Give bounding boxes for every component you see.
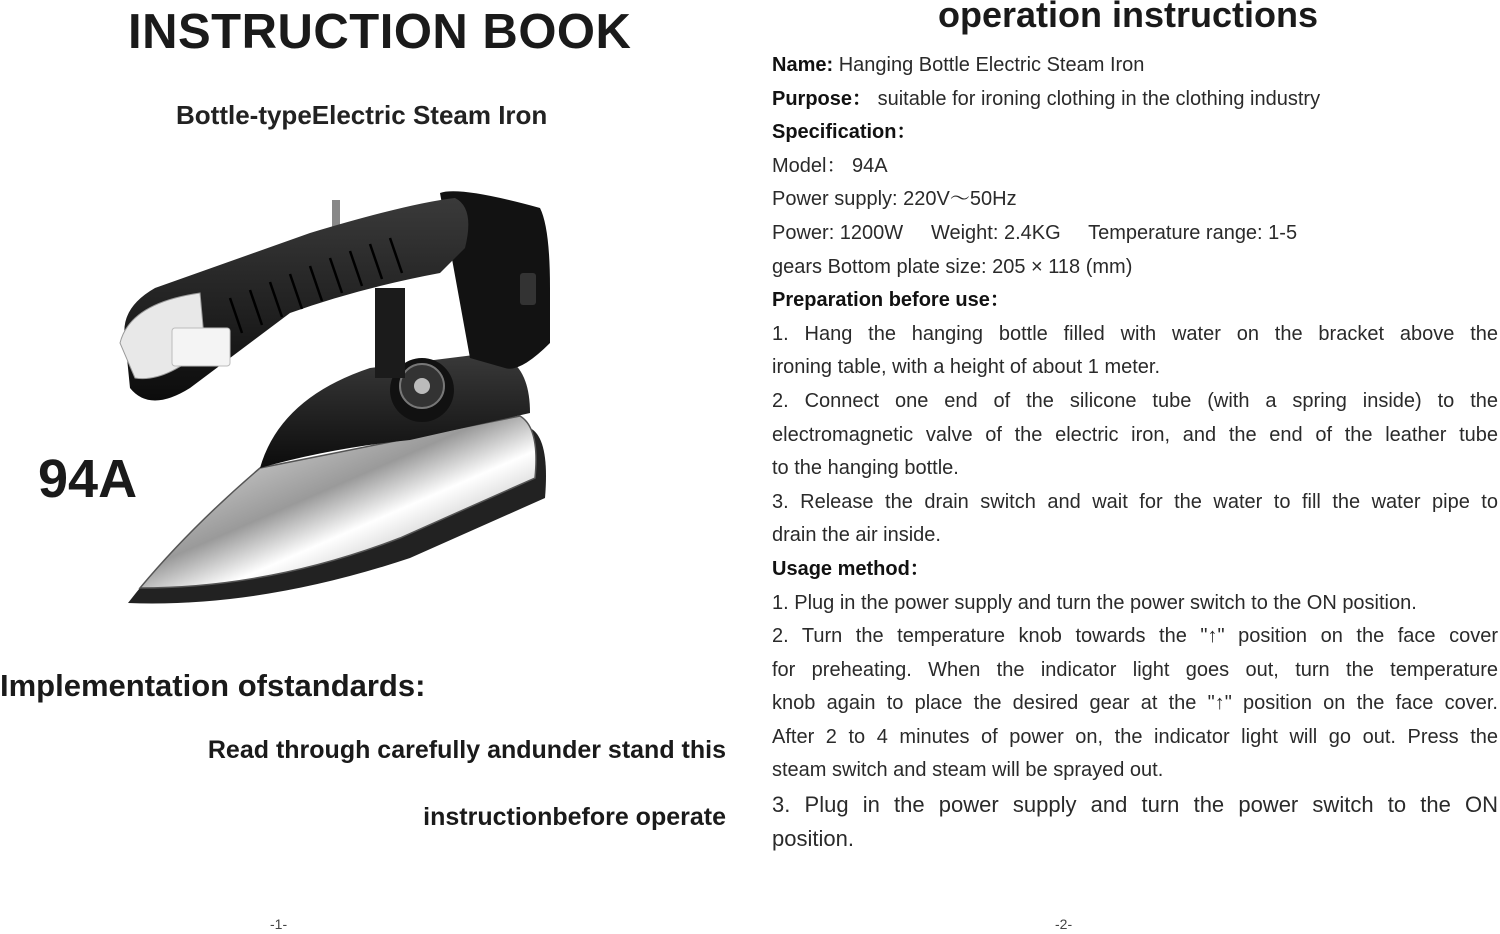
usage-step-2d: After 2 to 4 minutes of power on, the indicator light will go out. Press the	[772, 725, 1498, 748]
page-number-1: -1-	[270, 916, 288, 932]
prep-step-2a: 2. Connect one end of the silicone tube (with a spring inside) to the	[772, 389, 1498, 412]
preparation-label: Preparation before use：	[772, 289, 1010, 312]
gears-plate-line: gears Bottom plate size: 205 × 118 (mm)	[772, 255, 1133, 278]
standards-heading: Implementation ofstandards:	[0, 668, 426, 703]
name-line	[772, 49, 1498, 83]
usage-step-3a: 3. Plug in the power supply and turn the power switch to the ON	[772, 792, 1498, 818]
power-supply-line: Power supply: 220V～50Hz	[772, 188, 1017, 211]
usage-step-1: 1. Plug in the power supply and turn the power switch to the ON position.	[772, 591, 1417, 614]
instructions-body	[772, 49, 1498, 855]
usage-step-2b: for preheating. When the indicator light goes out, turn the temperature	[772, 658, 1498, 681]
model-number: 94A	[38, 449, 138, 509]
power-weight-line: Power: 1200W Weight: 2.4KG Temperature range: 1-5	[772, 221, 1298, 244]
usage-step-2e: steam switch and steam will be sprayed out.	[772, 759, 1164, 782]
operation-instructions-title: operation instructions	[938, 0, 1319, 35]
name-value: Hanging Bottle Electric Steam Iron	[833, 54, 1145, 76]
read-instruction-line-2: instructionbefore operate	[423, 803, 726, 831]
page-number-2: -2-	[1055, 916, 1073, 932]
purpose-line	[772, 83, 1498, 117]
purpose-value: suitable for ironing clothing in the clothing industry	[872, 87, 1321, 110]
product-subtitle: Bottle-typeElectric Steam Iron	[176, 100, 548, 130]
usage-step-2c: knob again to place the desired gear at the "↑" position on the face cover.	[772, 692, 1498, 715]
right-page	[750, 0, 1500, 934]
prep-step-2b: electromagnetic valve of the electric iron, and the end of the leather tube	[772, 423, 1498, 446]
purpose-label: Purpose：	[772, 87, 873, 110]
usage-step-2a: 2. Turn the temperature knob towards the "↑" position on the face cover	[772, 625, 1498, 648]
prep-step-2c: to the hanging bottle.	[772, 457, 959, 480]
model-line: Model： 94A	[772, 154, 888, 177]
read-instruction-line-1: Read through carefully andunder stand this	[207, 736, 726, 764]
prep-step-3a: 3. Release the drain switch and wait for the water to fill the water pipe to	[772, 490, 1498, 513]
specification-label: Specification：	[772, 121, 917, 144]
name-label: Name:	[772, 54, 834, 76]
steam-iron-illustration	[110, 178, 560, 618]
prep-step-3b: drain the air inside.	[772, 524, 941, 547]
instruction-book-title: INSTRUCTION BOOK	[128, 5, 632, 59]
usage-step-3b: position.	[772, 825, 854, 851]
prep-step-1b: ironing table, with a height of about 1 meter.	[772, 356, 1161, 379]
prep-step-1a: 1. Hang the hanging bottle filled with water on the bracket above the	[772, 322, 1498, 345]
usage-label: Usage method：	[772, 557, 930, 580]
